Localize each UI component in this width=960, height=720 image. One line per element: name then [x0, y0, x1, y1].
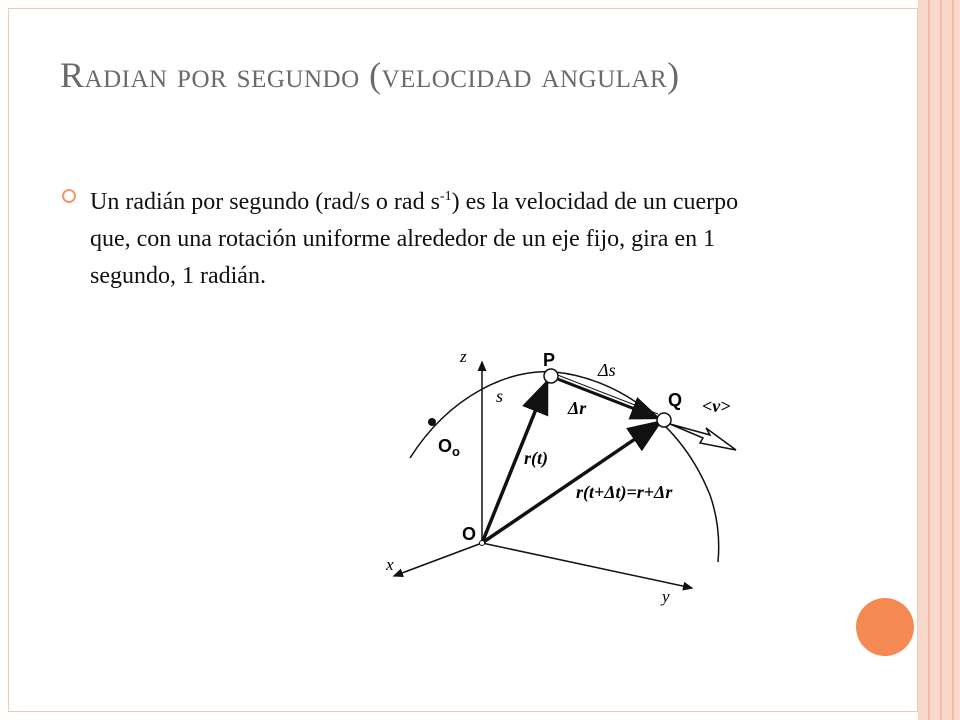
label-P: P — [543, 350, 556, 370]
label-delta-r: Δr — [568, 398, 587, 418]
label-y: y — [662, 587, 670, 606]
point-Q — [657, 413, 671, 427]
velocity-arrow — [670, 424, 736, 450]
label-r-t-dt: r(t+Δt)=r+Δr — [576, 482, 673, 502]
bullet-superscript: -1 — [439, 189, 452, 204]
decorative-dot — [856, 598, 914, 656]
label-delta-s: Δs — [598, 360, 616, 380]
label-O: O — [462, 524, 477, 544]
angular-velocity-diagram — [380, 340, 760, 610]
point-P — [544, 369, 558, 383]
slide-title: Radian por segundo (velocidad angular) — [60, 55, 680, 95]
label-velocity: <v> — [702, 396, 731, 416]
label-Oo: $O_o$ — [438, 436, 460, 459]
y-axis — [482, 543, 692, 588]
bullet-text-part1: Un radián por segundo (rad/s o rad s — [90, 189, 440, 215]
bullet-text-part2: ) es la velocidad de un cuerpo que, con una rotación uniforme alrededor de un eje fijo, gira en 1 segundo, 1 radián. — [90, 189, 739, 289]
label-x: x — [386, 555, 394, 574]
label-r-t: r(t) — [524, 448, 548, 468]
initial-point-Oo — [428, 418, 436, 426]
slide-content — [62, 178, 782, 295]
bullet-text — [90, 178, 782, 295]
label-s: s — [496, 386, 504, 406]
hollow-circle-icon — [62, 189, 76, 203]
bullet-item — [62, 178, 782, 295]
x-axis — [394, 543, 482, 576]
label-Q: Q — [668, 390, 683, 410]
decorative-side-band — [918, 0, 960, 720]
label-z: z — [460, 347, 467, 366]
